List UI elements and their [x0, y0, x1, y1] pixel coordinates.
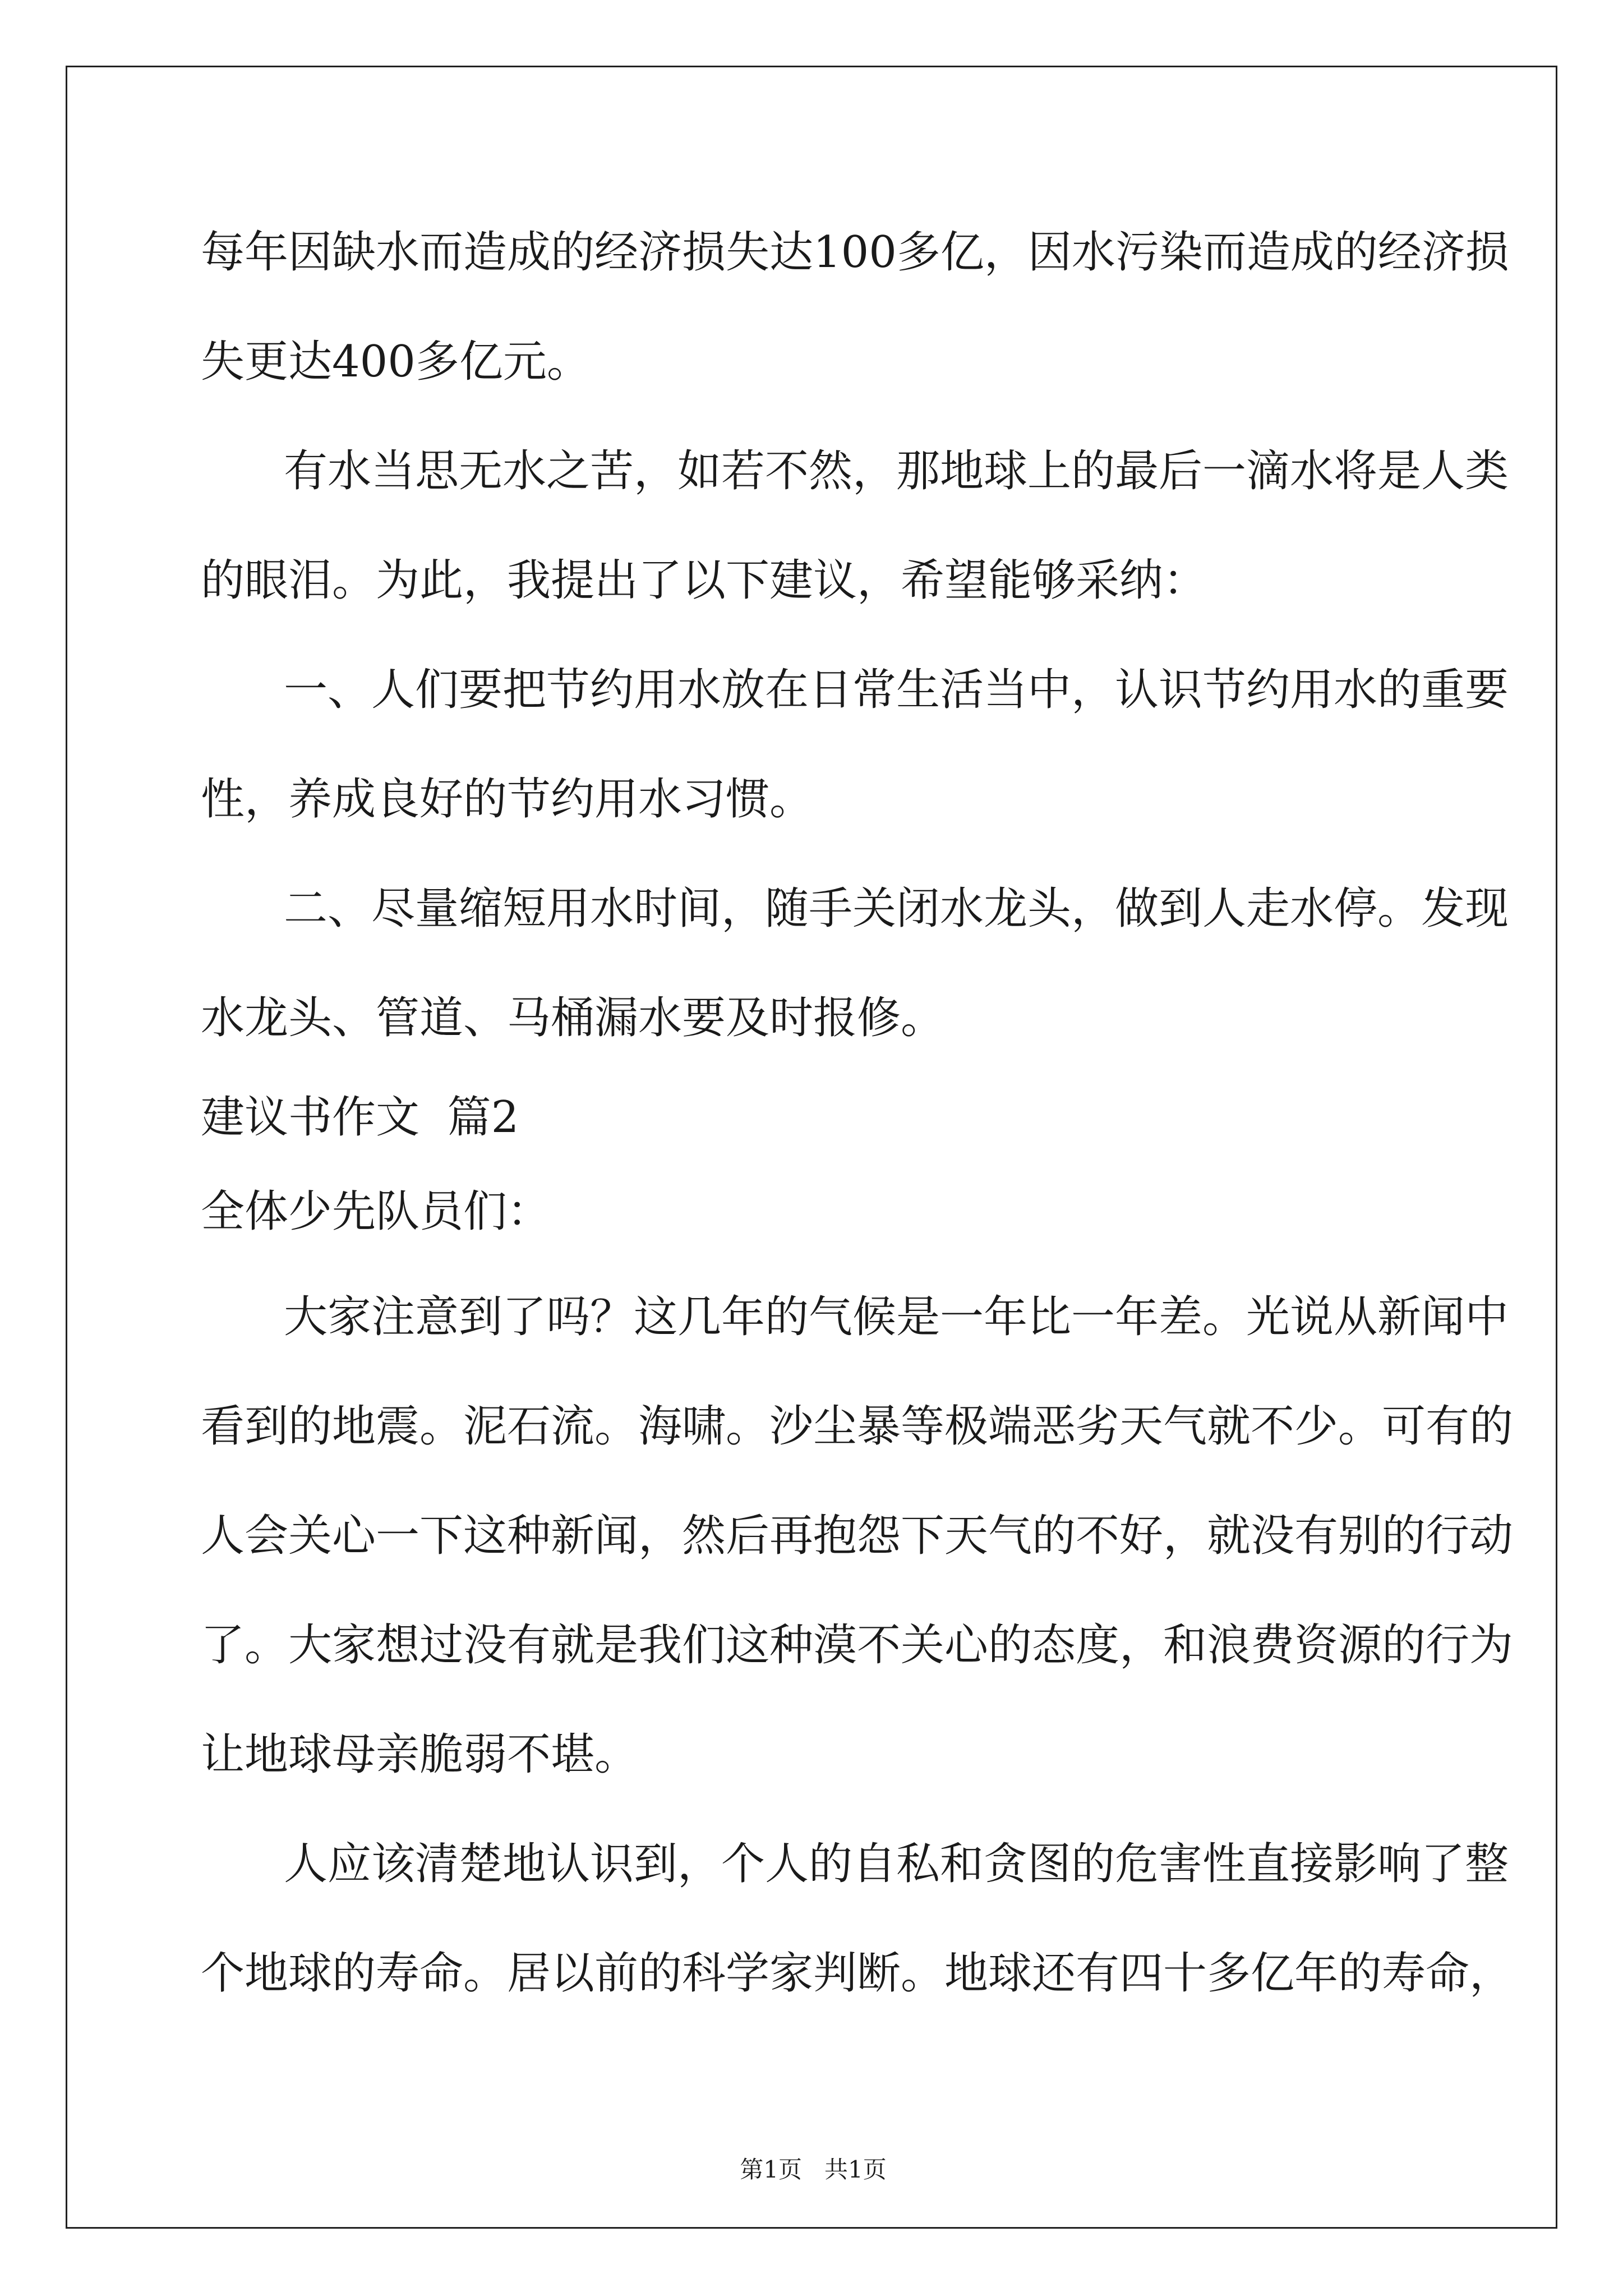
text-line: 了。大家想过没有就是我们这种漠不关心的态度，和浪费资源的行为	[201, 1620, 1514, 1671]
text-line: 有水当思无水之苦，如若不然，那地球上的最后一滴水将是人类	[284, 446, 1509, 496]
text-line: 人会关心一下这种新闻，然后再抱怨下天气的不好，就没有别的行动	[201, 1511, 1514, 1561]
text-line: 水龙头、管道、马桶漏水要及时报修。	[201, 993, 945, 1043]
text-line: 失更达400多亿元。	[201, 337, 591, 387]
document-page	[66, 66, 1557, 2229]
text-line: 人应该清楚地认识到，个人的自私和贪图的危害性直接影响了整	[284, 1839, 1509, 1889]
text-line: 一、人们要把节约用水放在日常生活当中，认识节约用水的重要	[284, 665, 1509, 715]
text-line: 的眼泪。为此，我提出了以下建议，希望能够采纳：	[201, 555, 1207, 606]
text-line: 让地球母亲脆弱不堪。	[201, 1729, 639, 1780]
text-line: 个地球的寿命。居以前的科学家判断。地球还有四十多亿年的寿命，	[201, 1948, 1514, 1999]
page-footer: 第1页 共1页	[740, 2156, 887, 2183]
section-heading: 建议书作文 篇2	[201, 1092, 519, 1143]
text-line: 性，养成良好的节约用水习惯。	[201, 774, 814, 825]
salutation: 全体少先队员们：	[201, 1186, 551, 1237]
text-line: 看到的地震。泥石流。海啸。沙尘暴等极端恶劣天气就不少。可有的	[201, 1401, 1514, 1452]
text-line: 大家注意到了吗？这几年的气候是一年比一年差。光说从新闻中	[284, 1292, 1509, 1342]
text-line: 每年因缺水而造成的经济损失达100多亿，因水污染而造成的经济损	[201, 227, 1509, 278]
text-line: 二、尽量缩短用水时间，随手关闭水龙头，做到人走水停。发现	[284, 884, 1509, 934]
